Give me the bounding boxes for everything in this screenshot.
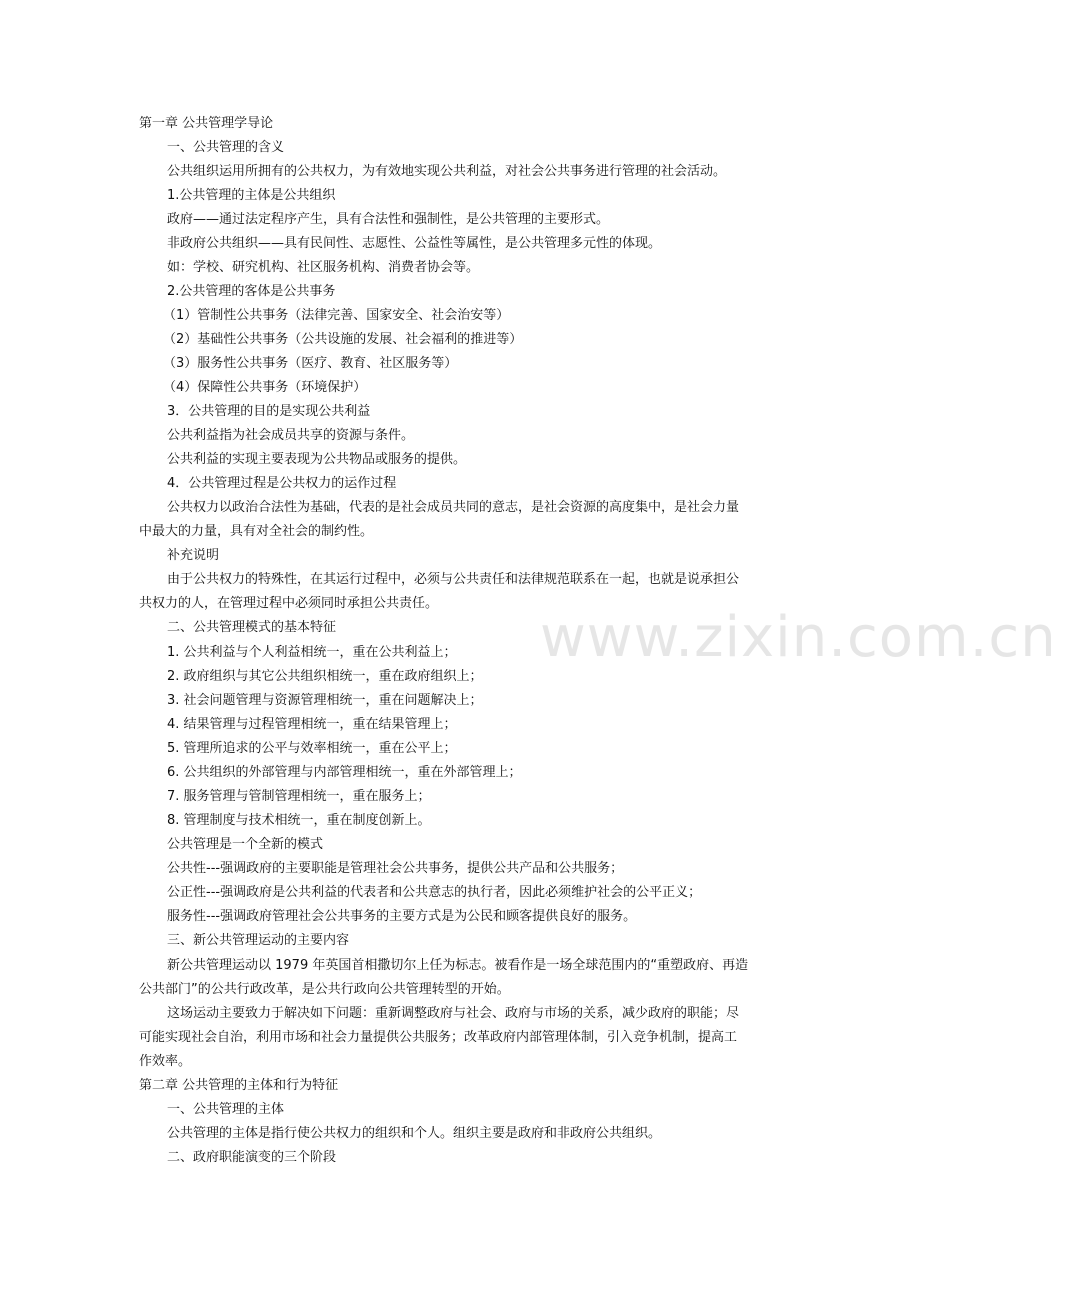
chapter-1-title: 第一章 公共管理学导论 [139,116,274,131]
chapter-2-title: 第二章 公共管理的主体和行为特征 [139,1078,339,1093]
section-heading: 一、公共管理的主体 [167,1102,285,1117]
list-item: 2. 政府组织与其它公共组织相统一，重在政府组织上； [167,669,483,684]
paragraph-line: 公共性---强调政府的主要职能是管理社会公共事务，提供公共产品和公共服务； [167,861,624,876]
paragraph-line: 这场运动主要致力于解决如下问题：重新调整政府与社会、政府与市场的关系，减少政府的职能；尽 [167,1006,740,1021]
list-item: （4）保障性公共事务（环境保护） [163,380,367,395]
paragraph-line: 新公共管理运动以 1979 年英国首相撒切尔上任为标志。被看作是一场全球范围内的“重塑政府、再造 [167,958,749,973]
paragraph-line: 公共权力以政治合法性为基础，代表的是社会成员共同的意志，是社会资源的高度集中，是社会力量 [167,500,740,515]
paragraph-line: 由于公共权力的特殊性，在其运行过程中，必须与公共责任和法律规范联系在一起，也就是说承担公 [167,572,740,587]
paragraph-line: 服务性---强调政府管理社会公共事务的主要方式是为公民和顾客提供良好的服务。 [167,909,637,924]
subheading: 补充说明 [167,548,220,563]
list-item: 1. 公共利益与个人利益相统一，重在公共利益上； [167,645,457,660]
subheading: 1.公共管理的主体是公共组织 [167,188,336,203]
list-item: （3）服务性公共事务（医疗、教育、社区服务等） [163,356,458,371]
section-heading: 二、公共管理模式的基本特征 [167,620,337,635]
paragraph-line: 如：学校、研究机构、社区服务机构、消费者协会等。 [167,260,480,275]
paragraph-line: 公共管理的主体是指行使公共权力的组织和个人。组织主要是政府和非政府公共组织。 [167,1126,662,1141]
paragraph-line: 中最大的力量，具有对全社会的制约性。 [139,524,374,539]
subheading: 2.公共管理的客体是公共事务 [167,284,336,299]
list-item: 6. 公共组织的外部管理与内部管理相统一，重在外部管理上； [167,765,522,780]
list-item: （2）基础性公共事务（公共设施的发展、社会福利的推进等） [163,332,523,347]
paragraph-line: 非政府公共组织——具有民间性、志愿性、公益性等属性，是公共管理多元性的体现。 [167,236,662,251]
subheading: 公共管理是一个全新的模式 [167,837,324,852]
subheading: 4．公共管理过程是公共权力的运作过程 [167,476,397,491]
paragraph-line: 作效率。 [139,1054,192,1069]
paragraph-line: 公共组织运用所拥有的公共权力，为有效地实现公共利益，对社会公共事务进行管理的社会活动。 [167,164,727,179]
watermark: www.zixin.com.cn [540,605,1057,670]
list-item: 7. 服务管理与管制管理相统一，重在服务上； [167,789,431,804]
section-heading: 一、公共管理的含义 [167,140,285,155]
paragraph-line: 公共利益指为社会成员共享的资源与条件。 [167,428,415,443]
paragraph-line: 公共利益的实现主要表现为公共物品或服务的提供。 [167,452,467,467]
paragraph-line: 政府——通过法定程序产生，具有合法性和强制性，是公共管理的主要形式。 [167,212,610,227]
list-item: 5. 管理所追求的公平与效率相统一，重在公平上； [167,741,457,756]
paragraph-line: 公共部门”的公共行政改革，是公共行政向公共管理转型的开始。 [139,982,510,997]
paragraph-line: 公正性---强调政府是公共利益的代表者和公共意志的执行者，因此必须维护社会的公平正义； [167,885,702,900]
list-item: 4. 结果管理与过程管理相统一，重在结果管理上； [167,717,457,732]
section-heading: 二、政府职能演变的三个阶段 [167,1150,337,1165]
subheading: 3．公共管理的目的是实现公共利益 [167,404,371,419]
list-item: 8. 管理制度与技术相统一，重在制度创新上。 [167,813,431,828]
list-item: 3. 社会问题管理与资源管理相统一，重在问题解决上； [167,693,483,708]
paragraph-line: 可能实现社会自治，利用市场和社会力量提供公共服务；改革政府内部管理体制，引入竞争机制，提高工 [139,1030,738,1045]
section-heading: 三、新公共管理运动的主要内容 [167,933,350,948]
list-item: （1）管制性公共事务（法律完善、国家安全、社会治安等） [163,308,510,323]
paragraph-line: 共权力的人，在管理过程中必须同时承担公共责任。 [139,596,439,611]
